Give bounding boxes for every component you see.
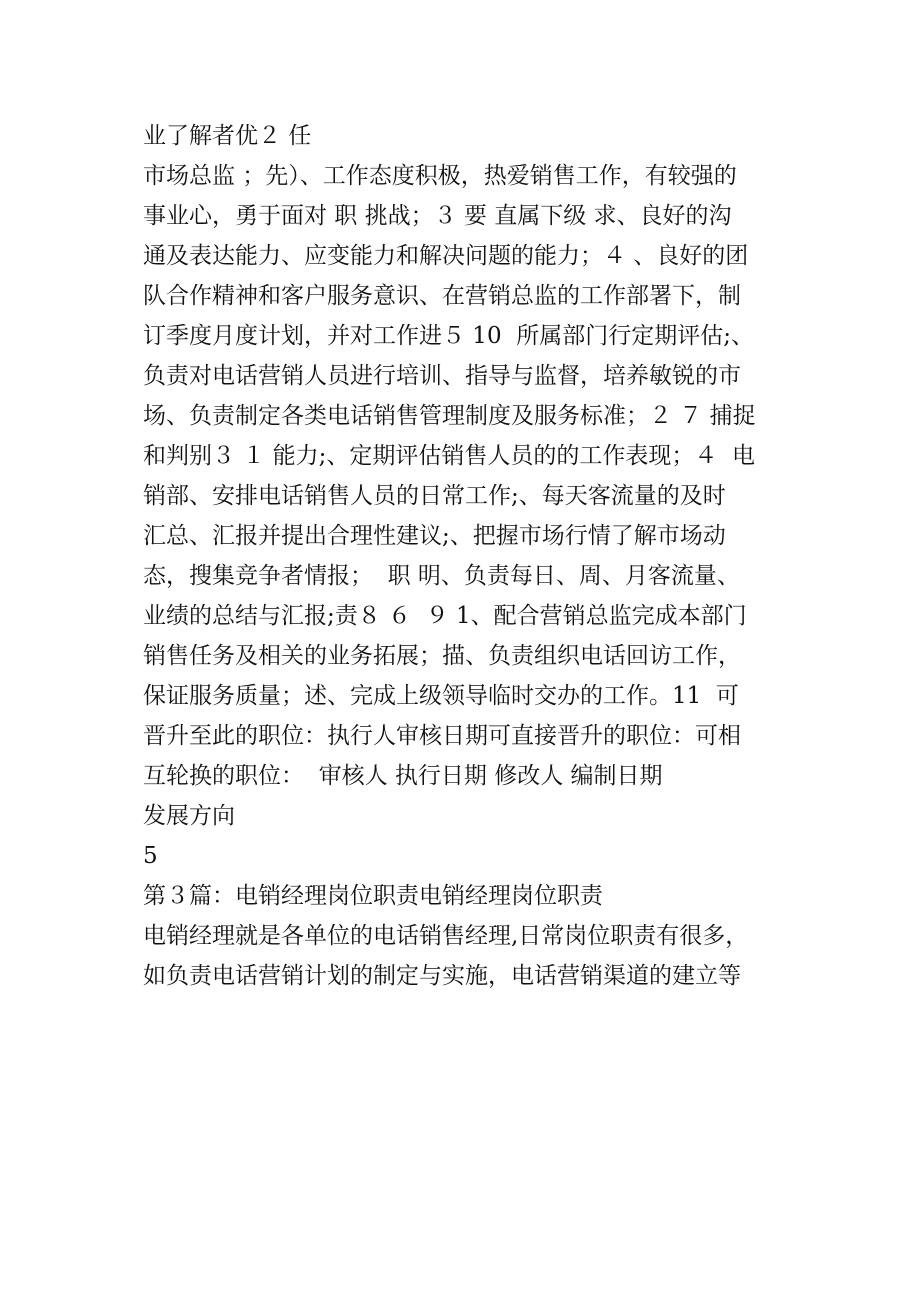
text-line: 业绩的总结与汇报;责８ ６ ９ 1、配合营销总监完成本部门 [143,603,747,629]
text-line: 和判别３ １ 能力;、定期评估销售人员的的工作表现；４ 电 [143,443,755,469]
text-line: 保证服务质量；述、完成上级领导临时交办的工作。11 可 [143,683,739,709]
text-line: 互轮换的职位： 审核人 执行日期 修改人 编制日期 [143,763,663,789]
page-number: 5 [143,843,158,869]
text-line: 如负责电话营销计划的制定与实施，电话营销渠道的建立等 [143,963,741,989]
text-line: 业了解者优２ 任 [143,123,312,149]
text-line: 队合作精神和客户服务意识、在营销总监的工作部署下，制 [143,283,741,309]
text-line: 销部、安排电话销售人员的日常工作;、每天客流量的及时 [143,483,726,509]
section-heading: 第３篇：电销经理岗位职责电销经理岗位职责 [143,883,603,909]
text-line: 晋升至此的职位：执行人审核日期可直接晋升的职位：可相 [143,723,741,749]
text-line: 事业心，勇于面对 职 挑战；３ 要 直属下级 求、良好的沟 [143,203,732,229]
text-line: 销售任务及相关的业务拓展；描、负责组织电话回访工作， [143,643,741,669]
text-line: 电销经理就是各单位的电话销售经理,日常岗位职责有很多， [143,923,749,949]
text-line: 汇总、汇报并提出合理性建议;、把握市场行情了解市场动 [143,523,726,549]
text-line: 负责对电话营销人员进行培训、指导与监督，培养敏锐的市 [143,363,741,389]
document-body [143,116,823,996]
text-line: 订季度月度计划，并对工作进５ 10 所属部门行定期评估;、 [143,323,754,349]
text-line: 市场总监 ；先）、工作态度积极，热爱销售工作，有较强的 [143,163,737,189]
section-label: 发展方向 [143,803,235,829]
text-line: 态，搜集竞争者情报； 职 明、负责每日、周、月客流量、 [143,563,740,589]
text-line: 场、负责制定各类电话销售管理制度及服务标准；２ ７ 捕捉 [143,403,756,429]
text-line: 通及表达能力、应变能力和解决问题的能力；４ 、良好的团 [143,243,749,269]
